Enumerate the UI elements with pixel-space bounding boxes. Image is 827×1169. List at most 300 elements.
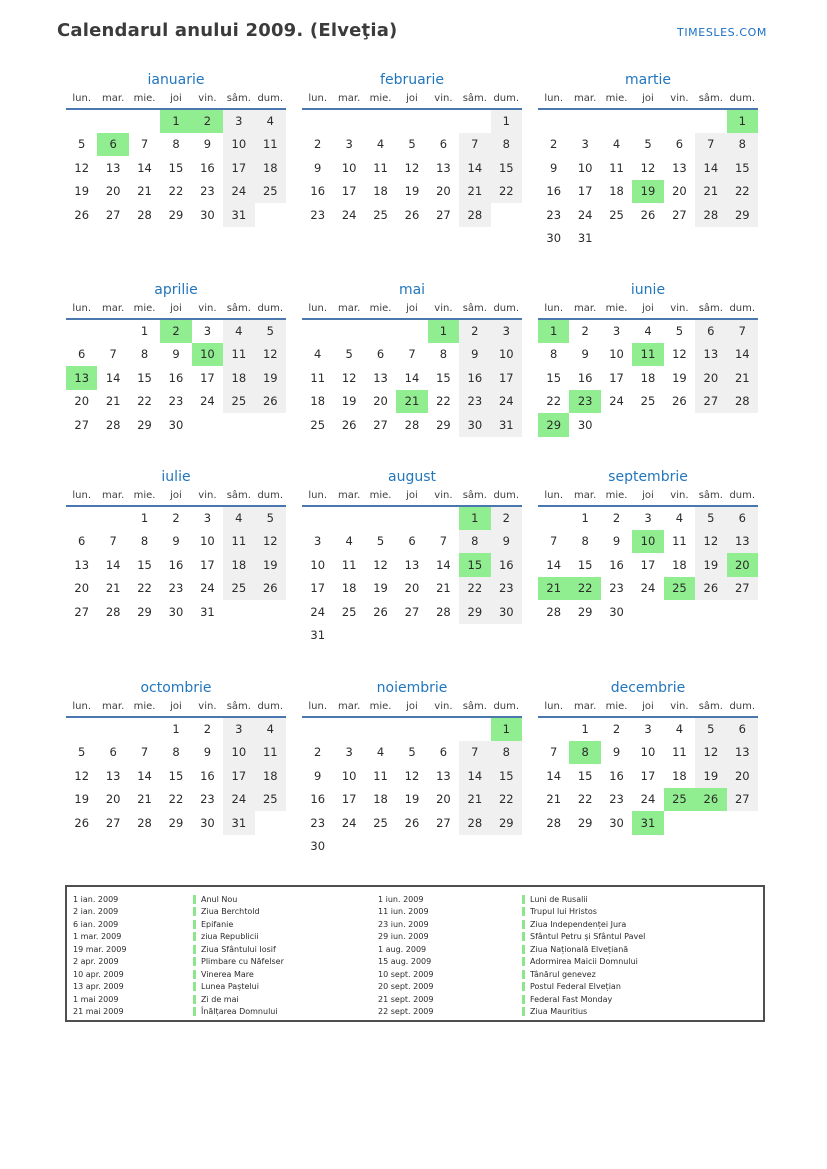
day-cell: 19 (74, 792, 90, 807)
day-cell: 28 (137, 207, 152, 222)
weekday-header: sâm. (223, 303, 254, 319)
day-cell: 23 (168, 394, 184, 409)
month-table (66, 303, 286, 437)
empty-cell (664, 109, 695, 133)
day-cell: 17 (200, 370, 215, 385)
weekday-header: mar. (333, 701, 364, 717)
empty-cell (129, 717, 160, 741)
week-row (66, 413, 286, 437)
week-row (538, 133, 758, 157)
day-cell: 4 (376, 137, 385, 152)
day-cell: 22 (168, 184, 184, 199)
day-cell: 3 (345, 745, 353, 760)
legend-holiday (522, 932, 645, 941)
weekday-header-row (302, 303, 522, 319)
day-cell: 31 (223, 811, 254, 835)
day-cell: 16 (609, 557, 624, 572)
day-cell: 6 (727, 717, 758, 741)
day-cell: 9 (203, 745, 212, 760)
legend-holiday (193, 907, 260, 916)
day-cell: 20 (695, 366, 726, 390)
month-title[interactable]: martie (625, 72, 671, 88)
empty-cell (727, 413, 758, 437)
day-cell: 24 (341, 207, 357, 222)
empty-cell (601, 227, 632, 251)
day-cell: 28 (727, 390, 758, 414)
week-row (538, 811, 758, 835)
holiday-label: Lunea Paștelui (201, 982, 259, 992)
day-cell: 14 (137, 160, 152, 175)
weekday-header-row (66, 93, 286, 109)
month-title[interactable]: octombrie (140, 680, 212, 696)
month-title[interactable]: aprilie (154, 282, 198, 298)
legend-entry (73, 993, 378, 1006)
day-cell: 13 (727, 741, 758, 765)
weekday-header: mar. (97, 303, 128, 319)
day-cell: 20 (404, 581, 420, 596)
day-cell: 26 (373, 604, 388, 619)
day-cell: 23 (491, 577, 522, 601)
empty-cell (664, 413, 695, 437)
legend-holiday (522, 945, 628, 954)
day-cell: 25 (341, 604, 357, 619)
month-block (302, 282, 522, 469)
empty-cell (538, 506, 569, 530)
day-cell: 4 (314, 347, 322, 362)
month-table (538, 490, 758, 624)
day-cell: 25 (310, 417, 326, 432)
legend-date: 20 sept. 2009 (378, 982, 434, 992)
legend-entry (73, 918, 378, 931)
empty-cell (428, 109, 459, 133)
legend-holiday (193, 945, 276, 954)
day-cell: 11 (373, 160, 388, 175)
day-cell: 14 (695, 156, 726, 180)
day-cell: 15 (491, 764, 522, 788)
legend-entry (378, 943, 763, 956)
empty-cell (491, 624, 522, 648)
month-title[interactable]: noiembrie (376, 680, 448, 696)
day-cell: 3 (223, 717, 254, 741)
day-cell: 6 (97, 133, 128, 157)
week-row (538, 227, 758, 251)
day-cell: 25 (373, 815, 388, 830)
week-row (302, 577, 522, 601)
day-cell: 10 (200, 534, 215, 549)
holiday-label: Luni de Rusalii (530, 894, 588, 904)
day-cell: 26 (404, 207, 420, 222)
day-cell: 24 (640, 792, 656, 807)
day-cell: 4 (376, 745, 385, 760)
week-row (302, 553, 522, 577)
day-cell: 2 (612, 511, 621, 526)
month-title[interactable]: iunie (630, 282, 666, 298)
day-cell: 1 (538, 319, 569, 343)
day-cell: 26 (672, 394, 687, 409)
day-cell: 26 (341, 417, 357, 432)
day-cell: 19 (373, 581, 388, 596)
day-cell: 30 (200, 815, 215, 830)
day-cell: 9 (612, 534, 621, 549)
weekday-header-row (538, 701, 758, 717)
holiday-label: Federal Fast Monday (530, 994, 613, 1004)
day-cell: 10 (632, 530, 663, 554)
day-cell: 5 (78, 745, 86, 760)
day-cell: 3 (491, 319, 522, 343)
day-cell: 18 (672, 557, 687, 572)
week-row (538, 764, 758, 788)
month-block (538, 72, 758, 282)
holiday-marker-icon (193, 970, 196, 979)
day-cell: 9 (581, 347, 589, 362)
day-cell: 17 (310, 581, 326, 596)
day-cell: 21 (459, 180, 490, 204)
legend-date: 21 sept. 2009 (378, 994, 434, 1004)
legend-entry (378, 993, 763, 1006)
day-cell: 20 (727, 764, 758, 788)
day-cell: 26 (640, 207, 656, 222)
day-cell: 30 (168, 604, 184, 619)
day-cell: 10 (310, 557, 326, 572)
day-cell: 28 (546, 604, 562, 619)
day-cell: 29 (137, 604, 152, 619)
empty-cell (255, 203, 286, 227)
week-row (66, 343, 286, 367)
weekday-header: dum. (727, 93, 758, 109)
weekday-header: lun. (66, 93, 97, 109)
day-cell: 22 (137, 581, 152, 596)
day-cell: 1 (459, 506, 490, 530)
day-cell: 18 (310, 394, 326, 409)
week-row (302, 203, 522, 227)
weekday-header: vin. (428, 490, 459, 506)
day-cell: 20 (105, 792, 121, 807)
legend-entry (73, 906, 378, 919)
day-cell: 26 (695, 788, 726, 812)
day-cell: 26 (404, 815, 420, 830)
legend-column-2 (378, 893, 763, 1020)
weekday-header: dum. (491, 93, 522, 109)
day-cell: 1 (581, 722, 589, 737)
day-cell: 14 (436, 557, 451, 572)
weekday-header: mie. (365, 701, 396, 717)
week-row (538, 506, 758, 530)
day-cell: 8 (581, 534, 589, 549)
empty-cell (302, 717, 333, 741)
day-cell: 2 (314, 137, 322, 152)
empty-cell (727, 227, 758, 251)
weekday-header: dum. (727, 490, 758, 506)
day-cell: 17 (341, 184, 357, 199)
holiday-label: Ziua Independenței Jura (530, 919, 627, 929)
weekday-header: joi (632, 303, 663, 319)
day-cell: 29 (538, 413, 569, 437)
weekday-header: joi (160, 303, 191, 319)
day-cell: 9 (203, 137, 212, 152)
legend-holiday (522, 957, 638, 966)
weekday-header: mie. (601, 701, 632, 717)
day-cell: 6 (376, 347, 385, 362)
day-cell: 8 (550, 347, 558, 362)
week-row (66, 203, 286, 227)
weekday-header: vin. (428, 93, 459, 109)
day-cell: 11 (255, 133, 286, 157)
day-cell: 20 (436, 792, 451, 807)
day-cell: 12 (74, 768, 90, 783)
day-cell: 18 (373, 184, 388, 199)
month-title[interactable]: iulie (161, 469, 191, 485)
empty-cell (97, 717, 128, 741)
holiday-marker-icon (193, 982, 196, 991)
month-title[interactable]: decembrie (610, 680, 686, 696)
day-cell: 5 (255, 319, 286, 343)
day-cell: 6 (439, 745, 448, 760)
weekday-header-row (538, 93, 758, 109)
empty-cell (695, 600, 726, 624)
empty-cell (365, 109, 396, 133)
day-cell: 9 (314, 768, 322, 783)
legend-entry (73, 893, 378, 906)
weekday-header: dum. (255, 490, 286, 506)
day-cell: 28 (105, 417, 121, 432)
day-cell: 21 (695, 180, 726, 204)
day-cell: 22 (137, 394, 152, 409)
weekday-header: joi (160, 490, 191, 506)
weekday-header: joi (396, 93, 427, 109)
day-cell: 27 (404, 604, 420, 619)
day-cell: 25 (255, 180, 286, 204)
day-cell: 4 (644, 324, 652, 339)
day-cell: 4 (612, 137, 621, 152)
day-cell: 16 (577, 370, 593, 385)
holiday-marker-icon (193, 945, 196, 954)
day-cell: 8 (172, 745, 180, 760)
brand-link[interactable]: TIMESLES.COM (677, 26, 767, 39)
day-cell: 12 (74, 160, 90, 175)
day-cell: 9 (314, 160, 322, 175)
legend-holiday (522, 907, 597, 916)
weekday-header: sâm. (459, 701, 490, 717)
day-cell: 7 (109, 347, 117, 362)
holiday-marker-icon (522, 945, 525, 954)
day-cell: 25 (373, 207, 388, 222)
empty-cell (664, 227, 695, 251)
weekday-header: sâm. (223, 93, 254, 109)
day-cell: 22 (491, 180, 522, 204)
day-cell: 30 (609, 815, 624, 830)
legend-entry (378, 1006, 763, 1019)
weekday-header: vin. (664, 93, 695, 109)
day-cell: 27 (727, 577, 758, 601)
day-cell: 14 (459, 764, 490, 788)
day-cell: 26 (255, 390, 286, 414)
day-cell: 14 (459, 156, 490, 180)
day-cell: 27 (105, 815, 121, 830)
empty-cell (396, 717, 427, 741)
weekday-header: sâm. (459, 303, 490, 319)
weekday-header: sâm. (459, 93, 490, 109)
week-row (66, 600, 286, 624)
day-cell: 14 (546, 557, 562, 572)
day-cell: 21 (105, 394, 121, 409)
week-row (538, 788, 758, 812)
day-cell: 4 (675, 511, 684, 526)
day-cell: 15 (577, 768, 593, 783)
weekday-header: mar. (569, 701, 600, 717)
day-cell: 7 (459, 741, 490, 765)
empty-cell (333, 835, 364, 859)
week-row (538, 343, 758, 367)
legend-holiday (522, 1007, 587, 1016)
month-title[interactable]: mai (398, 282, 426, 298)
week-row (66, 577, 286, 601)
day-cell: 30 (546, 231, 562, 246)
holiday-marker-icon (522, 970, 525, 979)
weekday-header: mie. (365, 303, 396, 319)
day-cell: 9 (491, 530, 522, 554)
week-row (66, 109, 286, 133)
weekday-header: sâm. (695, 490, 726, 506)
day-cell: 30 (310, 839, 326, 854)
weekday-header-row (538, 490, 758, 506)
month-title[interactable]: septembrie (608, 469, 688, 485)
day-cell: 1 (160, 109, 191, 133)
day-cell: 31 (632, 811, 663, 835)
week-row (66, 133, 286, 157)
day-cell: 6 (408, 534, 416, 549)
day-cell: 11 (672, 745, 687, 760)
empty-cell (491, 203, 522, 227)
week-row (302, 343, 522, 367)
day-cell: 10 (640, 745, 656, 760)
legend-holiday (522, 920, 626, 929)
weekday-header: dum. (491, 303, 522, 319)
empty-cell (601, 413, 632, 437)
day-cell: 5 (695, 506, 726, 530)
day-cell: 19 (695, 764, 726, 788)
day-cell: 28 (546, 815, 562, 830)
day-cell: 2 (459, 319, 490, 343)
weekday-header: mar. (333, 303, 364, 319)
weekday-header: vin. (192, 701, 223, 717)
day-cell: 19 (695, 553, 726, 577)
day-cell: 17 (640, 557, 656, 572)
month-title[interactable]: ianuarie (147, 72, 205, 88)
legend-date: 21 mai 2009 (73, 1007, 124, 1017)
empty-cell (66, 109, 97, 133)
day-cell: 20 (74, 581, 90, 596)
weekday-header-row (66, 303, 286, 319)
empty-cell (97, 506, 128, 530)
day-cell: 14 (137, 768, 152, 783)
weekday-header: sâm. (223, 490, 254, 506)
day-cell: 10 (577, 160, 593, 175)
empty-cell (129, 109, 160, 133)
month-table (302, 490, 522, 647)
day-cell: 22 (727, 180, 758, 204)
legend-holiday (193, 970, 254, 979)
day-cell: 6 (439, 137, 448, 152)
day-cell: 10 (341, 768, 357, 783)
legend-date: 1 ian. 2009 (73, 894, 119, 904)
weekday-header-row (66, 701, 286, 717)
empty-cell (695, 227, 726, 251)
day-cell: 7 (408, 347, 416, 362)
day-cell: 15 (491, 156, 522, 180)
day-cell: 29 (577, 815, 593, 830)
day-cell: 27 (74, 604, 90, 619)
holiday-label: Tânărul genevez (530, 969, 596, 979)
weekday-header: dum. (491, 490, 522, 506)
month-title[interactable]: februarie (380, 72, 444, 88)
holiday-label: Ziua Națională Elvețiană (530, 944, 629, 954)
legend-date: 29 iun. 2009 (378, 932, 429, 942)
empty-cell (223, 600, 254, 624)
day-cell: 7 (109, 534, 117, 549)
day-cell: 12 (255, 343, 286, 367)
week-row (66, 506, 286, 530)
holiday-label: Sfântul Petru și Sfântul Pavel (530, 932, 646, 942)
empty-cell (459, 624, 490, 648)
legend-entry (378, 906, 763, 919)
day-cell: 17 (223, 156, 254, 180)
day-cell: 16 (200, 160, 215, 175)
empty-cell (459, 835, 490, 859)
month-table (302, 93, 522, 227)
month-block (66, 680, 286, 858)
weekday-header-row (302, 93, 522, 109)
day-cell: 24 (200, 581, 215, 596)
month-table (302, 303, 522, 437)
week-row (302, 413, 522, 437)
month-title[interactable]: august (388, 469, 436, 485)
day-cell: 19 (74, 184, 90, 199)
day-cell: 11 (223, 343, 254, 367)
day-cell: 12 (695, 530, 726, 554)
weekday-header: mie. (129, 490, 160, 506)
day-cell: 10 (223, 741, 254, 765)
day-cell: 24 (577, 207, 593, 222)
legend-date: 1 mai 2009 (73, 994, 119, 1004)
day-cell: 10 (491, 343, 522, 367)
day-cell: 13 (727, 530, 758, 554)
holiday-marker-icon (522, 907, 525, 916)
day-cell: 10 (609, 347, 624, 362)
day-cell: 7 (439, 534, 448, 549)
day-cell: 23 (200, 792, 215, 807)
holiday-marker-icon (522, 995, 525, 1004)
day-cell: 2 (491, 506, 522, 530)
weekday-header: mie. (129, 701, 160, 717)
legend-entry (73, 943, 378, 956)
day-cell: 31 (200, 604, 215, 619)
day-cell: 24 (491, 390, 522, 414)
day-cell: 17 (577, 184, 593, 199)
empty-cell (66, 717, 97, 741)
day-cell: 18 (223, 553, 254, 577)
day-cell: 1 (172, 722, 180, 737)
empty-cell (333, 506, 364, 530)
empty-cell (396, 109, 427, 133)
day-cell: 16 (491, 553, 522, 577)
day-cell: 29 (727, 203, 758, 227)
day-cell: 2 (612, 722, 621, 737)
day-cell: 26 (255, 577, 286, 601)
day-cell: 27 (373, 417, 388, 432)
day-cell: 28 (137, 815, 152, 830)
legend-date: 1 aug. 2009 (378, 944, 427, 954)
day-cell: 8 (140, 534, 149, 549)
